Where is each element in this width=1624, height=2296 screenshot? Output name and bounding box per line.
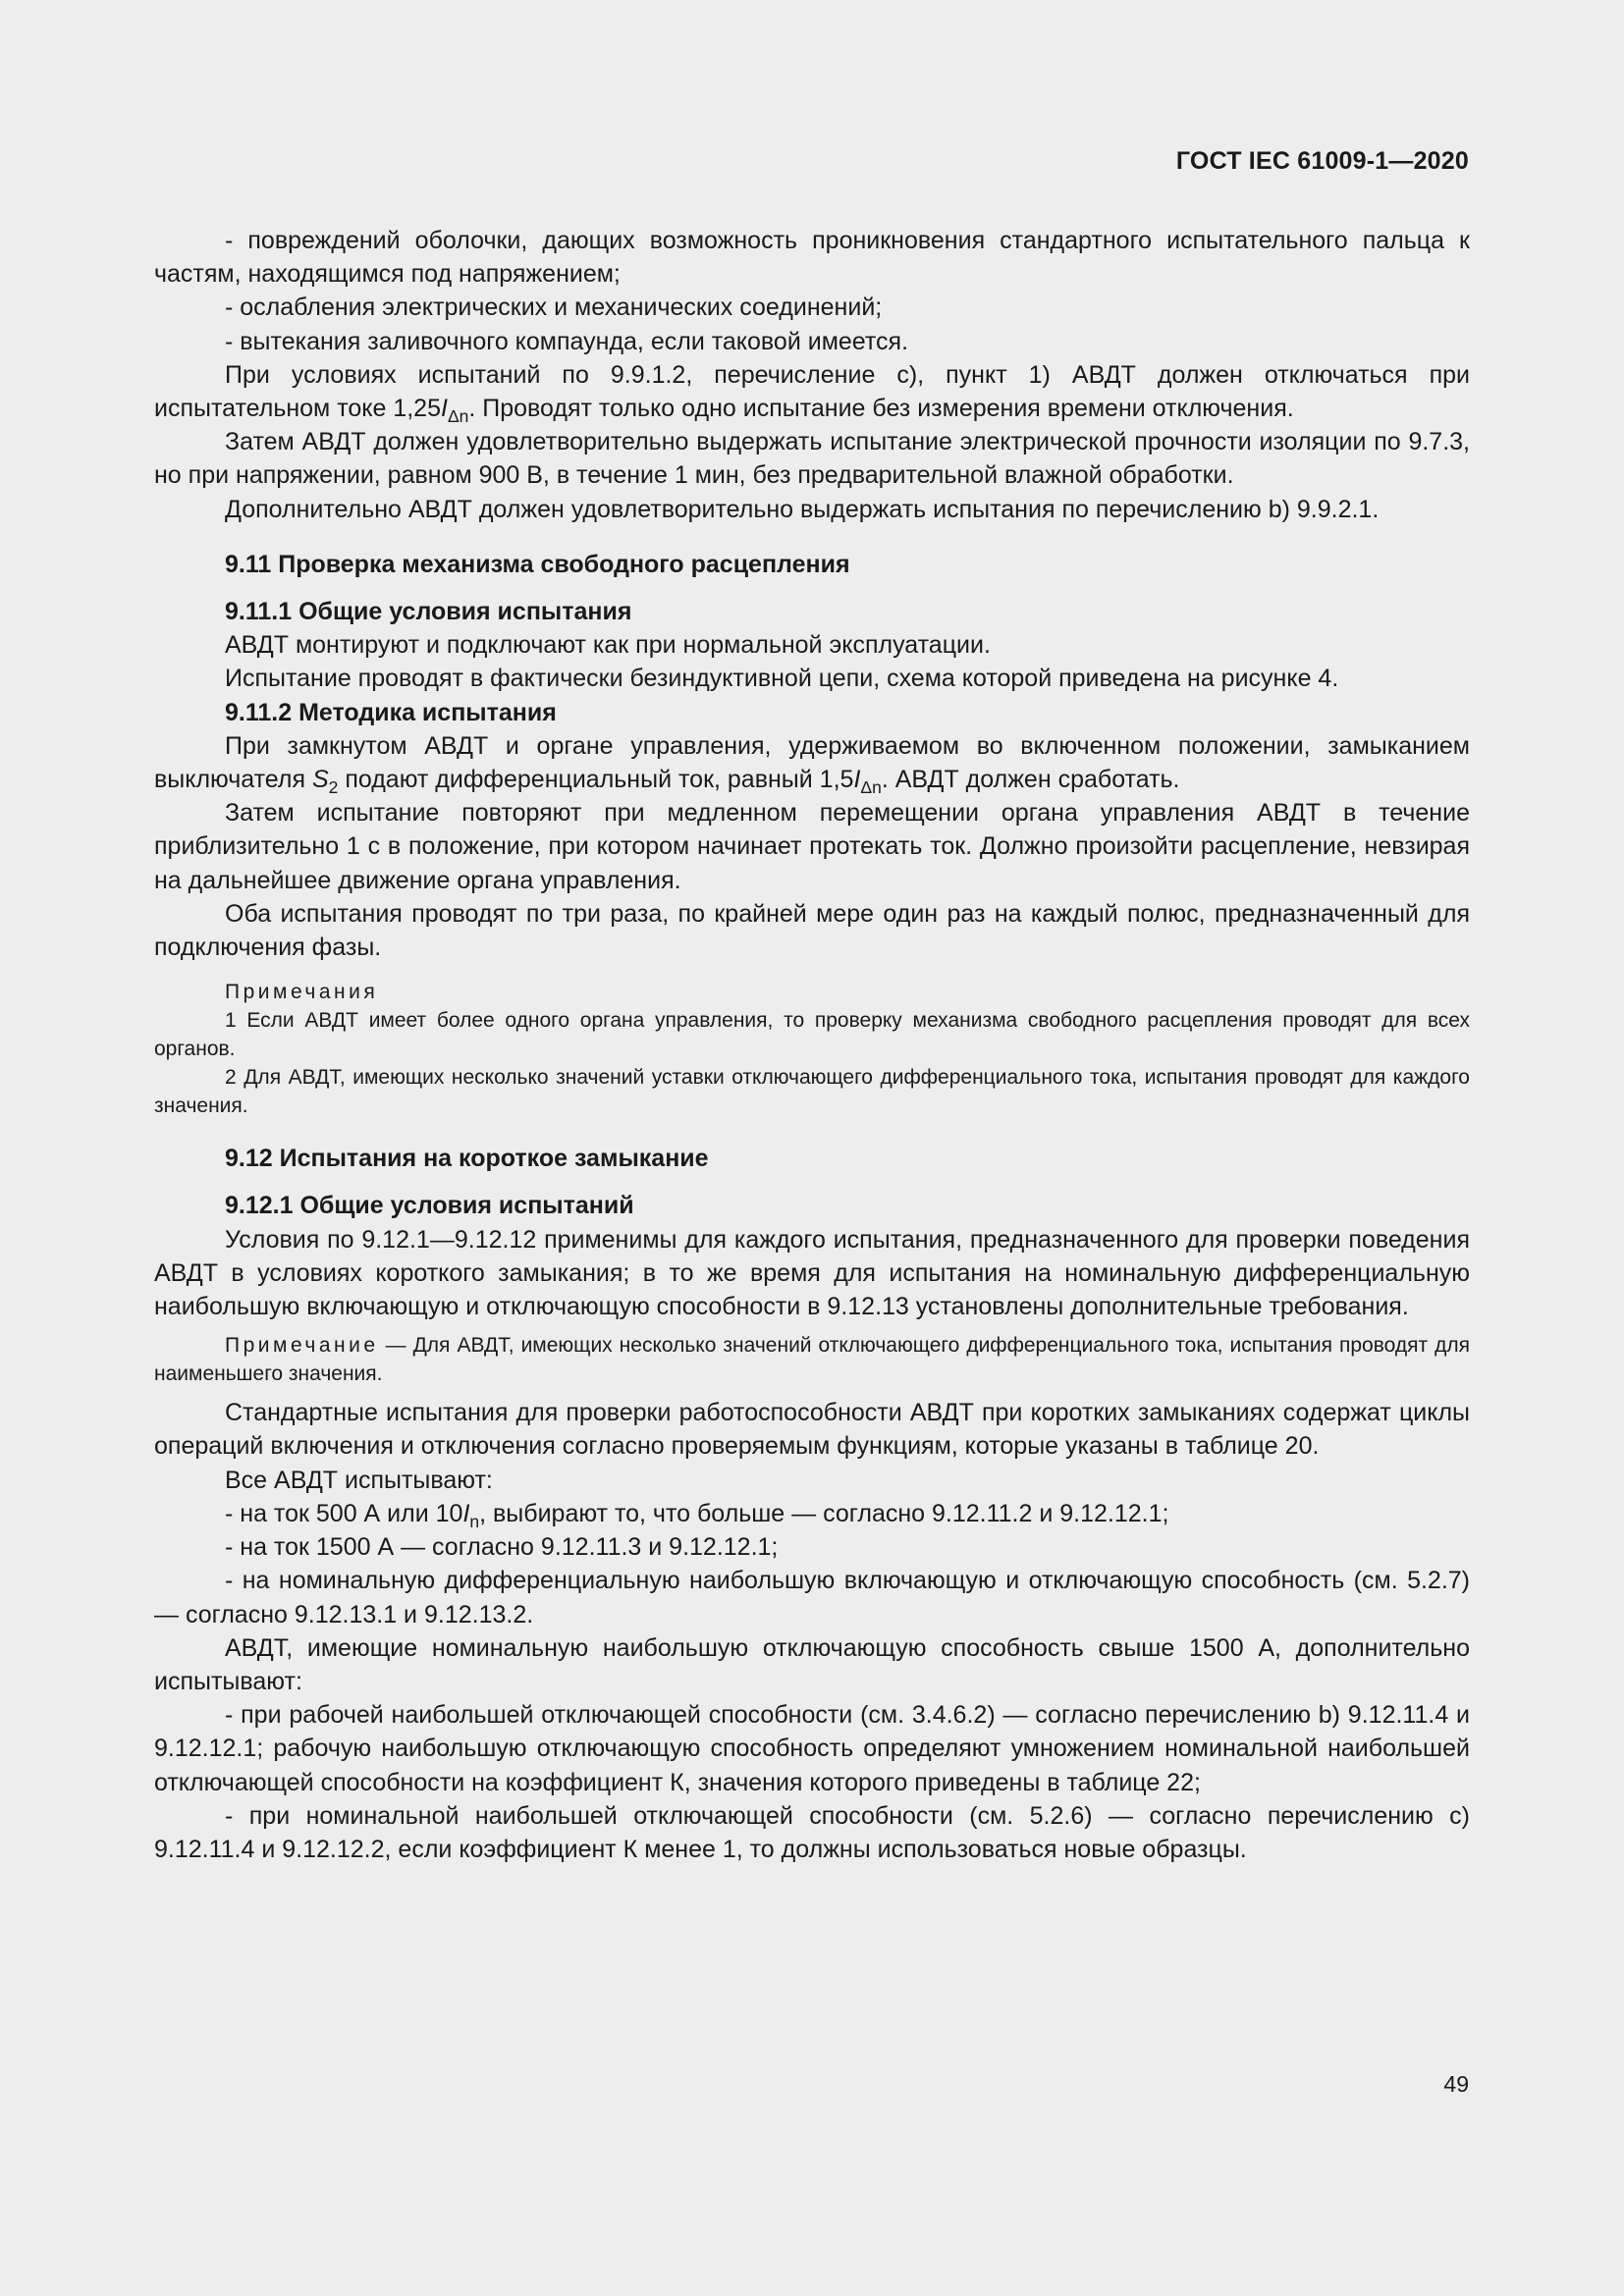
subscript: Δn (860, 777, 882, 798)
subscript: Δn (447, 406, 469, 427)
text-run: При условиях испытаний по 9.9.1.2, перечисление с), пункт 1) АВДТ должен отключаться при испытательном токе 1,25 (154, 360, 1470, 423)
paragraph: Условия по 9.12.1—9.12.12 применимы для каждого испытания, предназначенного для проверки поведения АВДТ в условиях короткого замыкания; в то же время для испытания на номинальную дифференциальную наибольшую включающую и отключающую способности в 9.12.13 установлены дополнительные требования. (154, 1225, 1470, 1321)
subsection-title: 9.12.1 Общие условия испытаний (225, 1192, 634, 1220)
variable: S (311, 766, 329, 794)
paragraph: - повреждений оболочки, дающих возможность проникновения стандартного испытательного пальца к частям, находящимся под напряжением; (154, 227, 1470, 289)
paragraph: - вытекания заливочного компаунда, если таковой имеется. (225, 327, 909, 355)
variable: I (441, 395, 448, 423)
text-run: - на ток 500 А или 10 (225, 1499, 463, 1527)
note-item: 2 Для АВДТ, имеющих несколько значений уставки отключающего дифференциального тока, испытания проводят для каждого значения. (154, 1066, 1470, 1118)
paragraph: - на номинальную дифференциальную наибольшую включающую и отключающую способность (см. 5.2.7) — согласно 9.12.13.1 и 9.12.13.2. (154, 1567, 1470, 1629)
document-header: ГОСТ IEC 61009-1—2020 (1175, 147, 1469, 175)
text-run: . АВДТ должен сработать. (881, 766, 1180, 794)
note-block (154, 1331, 1470, 1388)
variable: I (462, 1499, 470, 1527)
subscript: n (469, 1512, 480, 1532)
subsection-title: 9.11.1 Общие условия испытания (225, 598, 632, 626)
notes-block (154, 978, 1470, 1120)
paragraph: - при рабочей наибольшей отключающей способности (см. 3.4.6.2) — согласно перечислению b) 9.12.11.4 и 9.12.12.1; рабочую наибольшую отключающую способность определяют умножением номинальной наибольшей отключающей способности на коэффициент К, значения которого приведены в таблице 22; (154, 1701, 1470, 1796)
text-run: подают дифференциальный ток, равный 1,5 (338, 766, 854, 794)
variable: I (853, 766, 861, 794)
paragraph (154, 1497, 1470, 1530)
document-body (154, 224, 1470, 1866)
paragraph: Испытание проводят в фактически безиндуктивной цепи, схема которой приведена на рисунке 4. (225, 665, 1339, 693)
paragraph: Стандартные испытания для проверки работоспособности АВДТ при коротких замыканиях содержат циклы операций включения и отключения согласно проверяемым функциям, которые указаны в таблице 20. (154, 1399, 1470, 1461)
paragraph: АВДТ, имеющие номинальную наибольшую отключающую способность свыше 1500 А, дополнительно испытывают: (154, 1633, 1470, 1695)
text-run: , выбирают то, что больше — согласно 9.12.11.2 и 9.12.12.1; (479, 1499, 1169, 1527)
section-title: 9.11 Проверка механизма свободного расцепления (225, 550, 850, 578)
note-item (154, 1331, 1470, 1388)
note-heading: Примечание (225, 1334, 379, 1358)
paragraph: - на ток 1500 А — согласно 9.12.11.3 и 9.12.12.1; (225, 1533, 779, 1562)
notes-heading: Примечания (225, 981, 379, 1004)
paragraph: Оба испытания проводят по три раза, по крайней мере один раз на каждый полюс, предназначенный для подключения фазы. (154, 899, 1470, 962)
paragraph (154, 358, 1470, 425)
text-run: . Проводят только одно испытание без измерения времени отключения. (468, 395, 1294, 423)
text-run: При замкнутом АВДТ и органе управления, удерживаемом во включенном положении, замыканием выключателя (154, 731, 1470, 794)
paragraph: - ослабления электрических и механических соединений; (225, 294, 883, 322)
note-text: — Для АВДТ, имеющих несколько значений отключающего дифференциального тока, испытания проводят для наименьшего значения. (154, 1334, 1470, 1386)
paragraph: АВДТ монтируют и подключают как при нормальной эксплуатации. (225, 631, 991, 660)
page-number: 49 (1443, 2071, 1469, 2097)
section-title: 9.12 Испытания на короткое замыкание (225, 1145, 709, 1173)
paragraph: Затем испытание повторяют при медленном перемещении органа управления АВДТ в течение приблизительно 1 с в положение, при котором начинает протекать ток. Должно произойти расцепление, невзирая на дальнейшее движение органа управления. (154, 799, 1470, 894)
paragraph (154, 729, 1470, 796)
paragraph: Затем АВДТ должен удовлетворительно выдержать испытание электрической прочности изоляции по 9.7.3, но при напряжении, равном 900 В, в течение 1 мин, без предварительной влажной обработки. (154, 428, 1470, 490)
paragraph: - при номинальной наибольшей отключающей способности (см. 5.2.6) — согласно перечислению с) 9.12.11.4 и 9.12.12.2, если коэффициент К менее 1, то должны использоваться новые образцы. (154, 1801, 1470, 1863)
paragraph: Дополнительно АВДТ должен удовлетворительно выдержать испытания по перечислению b) 9.9.2.1. (225, 495, 1380, 523)
note-item: 1 Если АВДТ имеет более одного органа управления, то проверку механизма свободного расцепления проводят для всех органов. (154, 1009, 1470, 1061)
subscript: 2 (328, 777, 339, 798)
subsection-title: 9.11.2 Методика испытания (225, 698, 557, 726)
paragraph: Все АВДТ испытывают: (225, 1466, 493, 1494)
